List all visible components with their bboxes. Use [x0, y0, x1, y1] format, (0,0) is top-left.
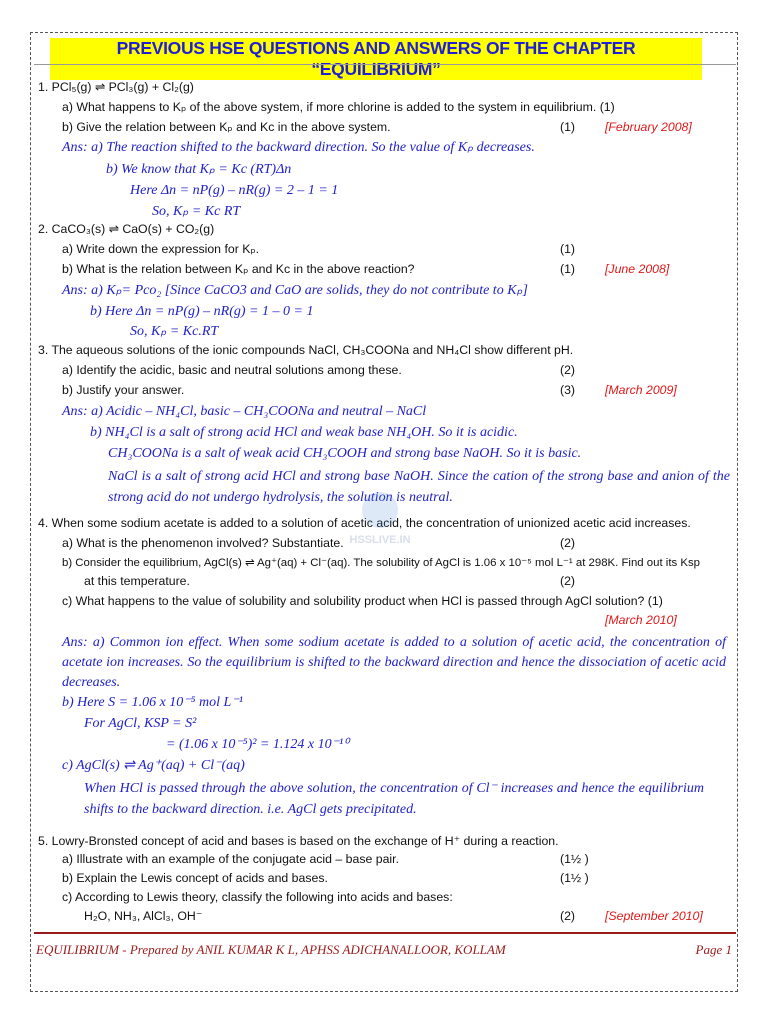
answer-2b: b) Here Δn = nP(g) – nR(g) = 1 – 0 = 1 [90, 304, 314, 319]
question-4a: a) What is the phenomenon involved? Substantiate. [62, 536, 344, 550]
answer-4c-explanation: When HCl is passed through the above solution, the concentration of Cl⁻ increases and hence the equilibrium shifts to the backward direction. i.e. AgCl gets precipitated. [84, 781, 704, 817]
answer-4b-result: = (1.06 x 10⁻⁵)² = 1.124 x 10⁻¹⁰ [166, 737, 349, 752]
marks-3a: (2) [560, 363, 576, 377]
answer-4b: b) Here S = 1.06 x 10⁻⁵ mol L⁻¹ [62, 695, 243, 710]
answer-1a: Ans: a) The reaction shifted to the backward direction. So the value of Kₚ decreases. [62, 140, 535, 155]
answer-1b-delta-n: Here Δn = nP(g) – nR(g) = 2 – 1 = 1 [130, 183, 339, 198]
title-rule [34, 64, 736, 65]
footer [36, 942, 732, 958]
question-5: 5. Lowry-Bronsted concept of acid and bases is based on the exchange of H⁺ during a reaction. [38, 834, 559, 848]
question-1a: a) What happens to Kₚ of the above system, if more chlorine is added to the system in equilibrium. (1) [62, 100, 615, 114]
date-mar-2009: [March 2009] [605, 383, 677, 397]
date-sep-2010: [September 2010] [605, 909, 703, 923]
question-3a: a) Identify the acidic, basic and neutral solutions among these. [62, 363, 402, 377]
question-4b-cont: at this temperature. [84, 574, 190, 588]
marks-4a: (2) [560, 536, 576, 550]
marks-5b: (1½ ) [560, 871, 589, 885]
marks-5a: (1½ ) [560, 852, 589, 866]
question-1b: b) Give the relation between Kₚ and Kc in the above system. [62, 120, 391, 134]
question-4b: b) Consider the equilibrium, AgCl(s) ⇌ Ag⁺(aq) + Cl⁻(aq). The solubility of AgCl is 1.06 x 10⁻⁵ mol L⁻¹ at 298K. Find out its Ksp [62, 557, 700, 569]
question-2b: b) What is the relation between Kₚ and Kc in the above reaction? [62, 262, 415, 276]
marks-1b: (1) [560, 120, 576, 134]
answer-3b-basic: CH₃COONa is a salt of weak acid CH₃COOH and strong base NaOH. So it is basic. [108, 446, 582, 461]
marks-3b: (3) [560, 383, 576, 397]
footer-left: EQUILIBRIUM - Prepared by ANIL KUMAR K L, APHSS ADICHANALLOOR, KOLLAM [36, 942, 506, 957]
date-mar-2010: [March 2010] [605, 613, 677, 627]
question-3: 3. The aqueous solutions of the ionic compounds NaCl, CH₃COONa and NH₄Cl show different pH. [38, 343, 574, 357]
answer-2a: Ans: a) Kₚ= Pco₂ [Since CaCO3 and CaO are solids, they do not contribute to Kₚ] [62, 283, 528, 298]
answer-4b-ksp: For AgCl, KSP = S² [84, 716, 197, 731]
question-2: 2. CaCO₃(s) ⇌ CaO(s) + CO₂(g) [38, 222, 215, 236]
question-2a: a) Write down the expression for Kₚ. [62, 242, 260, 256]
marks-4b: (2) [560, 574, 576, 588]
answer-3b: b) NH₄Cl is a salt of strong acid HCl and weak base NH₄OH. So it is acidic. [90, 425, 518, 440]
question-5c: c) According to Lewis theory, classify the following into acids and bases: [62, 890, 453, 904]
answer-1b-result: So, Kₚ = Kc RT [152, 204, 241, 219]
answer-3b-neutral: NaCl is a salt of strong acid HCl and strong base NaOH. Since the cation of the strong base and anion of the strong acid do not undergo hydrolysis, the solution is neutral. [108, 469, 730, 505]
marks-2b: (1) [560, 262, 576, 276]
question-4c: c) What happens to the value of solubility and solubility product when HCl is passed through AgCl solution? (1) [62, 594, 663, 608]
date-june-2008: [June 2008] [605, 262, 670, 276]
date-feb-2008: [February 2008] [605, 120, 692, 134]
title-wrap [50, 38, 702, 80]
question-1: 1. PCl₅(g) ⇌ PCl₃(g) + Cl₂(g) [38, 80, 194, 94]
marks-5c: (2) [560, 909, 576, 923]
page-number: Page 1 [695, 942, 732, 957]
answer-3a: Ans: a) Acidic – NH₄Cl, basic – CH₃COONa and neutral – NaCl [62, 404, 427, 419]
watermark-logo [340, 488, 420, 548]
question-5b: b) Explain the Lewis concept of acids and bases. [62, 871, 328, 885]
marks-2a: (1) [560, 242, 576, 256]
answer-4c: c) AgCl(s) ⇌ Ag⁺(aq) + Cl⁻(aq) [62, 758, 245, 773]
question-5c-items: H₂O, NH₃, AlCl₃, OH⁻ [84, 909, 203, 923]
footer-rule [34, 932, 736, 934]
question-5a: a) Illustrate with an example of the conjugate acid – base pair. [62, 852, 399, 866]
page-title: PREVIOUS HSE QUESTIONS AND ANSWERS OF THE CHAPTER “EQUILIBRIUM” [50, 38, 702, 80]
question-3b: b) Justify your answer. [62, 383, 185, 397]
svg-text:HSSLIVE.IN: HSSLIVE.IN [349, 534, 411, 546]
answer-2b-result: So, Kₚ = Kc.RT [130, 324, 219, 339]
question-4: 4. When some sodium acetate is added to a solution of acetic acid, the concentration of unionized acetic acid increases. [38, 516, 691, 530]
answer-1b: b) We know that Kₚ = Kc (RT)Δn [106, 162, 292, 177]
answer-4a: Ans: a) Common ion effect. When some sodium acetate is added to a solution of acetic acid, the concentration of acetate ion increases. So the equilibrium is shifted to the backward direction and hence the dissociation of acetic acid decreases. [62, 635, 726, 690]
